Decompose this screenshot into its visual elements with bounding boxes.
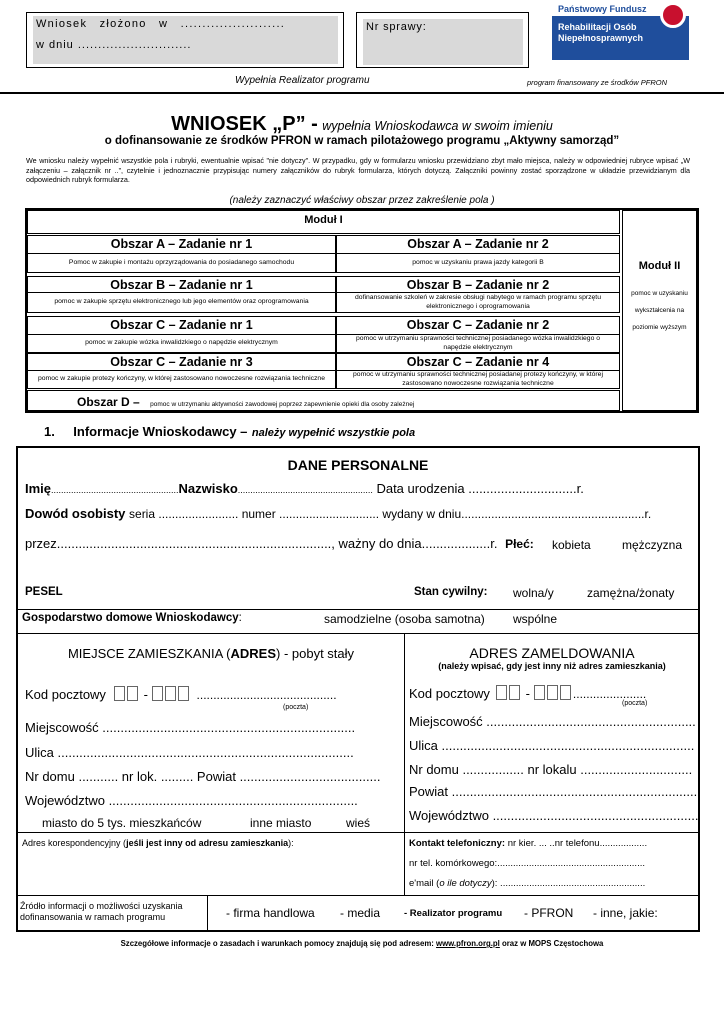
id-card-label: Dowód osobisty: [25, 506, 126, 521]
locality-small-town-option[interactable]: miasto do 5 tys. mieszkańców: [42, 816, 202, 830]
area-title: Obszar C – Zadanie nr 1: [110, 318, 253, 332]
source-pfron-option[interactable]: - PFRON: [524, 906, 574, 920]
locality-other-city-option[interactable]: inne miasto: [250, 816, 312, 830]
info-source-label: Źródło informacji o możliwości uzyskania dofinansowania w ramach programu: [20, 901, 183, 922]
date-field[interactable]: w dniu ............................: [36, 39, 192, 51]
registration-postcode-row[interactable]: Kod pocztowy - ......................: [409, 686, 647, 701]
module-2-desc: wykształcenia na: [634, 307, 685, 314]
filled-by-note: Wypełnia Realizator programu: [235, 75, 370, 86]
header-divider: [0, 92, 724, 94]
gender-label: Płeć:: [505, 537, 534, 551]
personal-data-heading: DANE PERSONALNE: [287, 457, 429, 473]
residence-voivodeship-field[interactable]: Województwo .....................................................................: [25, 793, 358, 808]
case-number-box: [356, 12, 529, 68]
registration-post-office-field[interactable]: ......................: [572, 687, 647, 701]
registration-heading: ADRES ZAMELDOWANIA: [469, 645, 635, 661]
residence-heading: MIEJSCE ZAMIESZKANIA (ADRES) - pobyt stały: [67, 646, 355, 661]
section-number: 1.: [44, 424, 55, 439]
first-name-label: Imię: [25, 481, 52, 496]
submission-box: [26, 12, 344, 68]
module-2-desc: pomoc w uzyskaniu: [631, 290, 688, 297]
section-1-heading: [44, 423, 415, 441]
case-number-field[interactable]: Nr sprawy:: [366, 21, 427, 33]
area-description: pomoc w zakupie wózka inwalidzkiego o napędzie elektrycznym: [85, 339, 278, 347]
area-title: Obszar C – Zadanie nr 3: [110, 355, 253, 369]
gender-male-option[interactable]: mężczyzna: [622, 538, 683, 552]
household-shared-option[interactable]: wspólne: [513, 612, 558, 626]
logo-line-2: Rehabilitacji Osób: [558, 22, 637, 32]
last-name-label: Nazwisko: [178, 481, 238, 496]
locality-village-option[interactable]: wieś: [346, 816, 371, 830]
area-description: pomoc w zakupie protezy kończyny, w której zastosowano nowoczesne rozwiązania techniczne: [38, 375, 325, 383]
area-description: pomoc w zakupie sprzętu elektronicznego lub jego elementów oraz oprogramowania: [54, 298, 309, 306]
title-sub: wypełnia Wnioskodawca w swoim imieniu: [322, 119, 553, 133]
birth-date-field[interactable]: Data urodzenia ..............................r.: [376, 481, 584, 496]
title-main: WNIOSEK „P” -: [171, 113, 318, 135]
pfron-link[interactable]: www.pfron.org.pl: [436, 939, 500, 948]
pfron-logo: [552, 0, 689, 60]
area-title: Obszar B – Zadanie nr 2: [406, 278, 550, 292]
logo-line-3: Niepełnosprawnych: [558, 33, 644, 43]
phone-row[interactable]: [409, 838, 647, 849]
form-subtitle: o dofinansowanie ze środków PFRON w ramach pilotażowego programu „Aktywny samorząd”: [104, 135, 620, 147]
section-title: Informacje Wnioskodawcy –: [73, 424, 248, 439]
area-title: Obszar A – Zadanie nr 1: [110, 237, 253, 251]
instructions: We wniosku należy wypełnić wszystkie pola i rubryki, ewentualnie wpisać "nie dotyczy". W przypadku, gdy w formularzu wniosku przewidziano zbyt mało miejsca, należy w odpowiedniej rubryce wpisać „W załączeniu – załącznik nr ..”, czytelnie i jednoznacznie przypisując numery załączników do rubryk formularza, których dotyczą. Załączniki powinny zostać sporządzone w układzie przewidzianym dla odpowiednich rubryk formularza.: [26, 156, 690, 184]
first-name-field[interactable]: ...................................................: [51, 485, 179, 495]
area-description: pomoc w utrzymaniu sprawności technicznej posiadanej protezy kończyny, w której zastosowano nowoczesne rozwiązania techniczne: [353, 371, 603, 387]
registration-note: (należy wpisać, gdy jest inny niż adres zamieszkania): [438, 661, 666, 671]
module-2-label: Moduł II: [638, 260, 681, 272]
residence-house-field[interactable]: Nr domu ........... nr lok. ......... Powiat .......................................: [25, 769, 381, 784]
postcode-digit-box[interactable]: [165, 686, 176, 701]
area-description: pomoc w utrzymaniu sprawności technicznej posiadanego wózka inwalidzkiego o napędzie elektrycznym: [355, 335, 601, 351]
residence-post-office-field[interactable]: ..........................................: [196, 688, 337, 702]
correspondence-address-field[interactable]: Adres korespondencyjny (jeśli jest inny od adresu zamieszkania):: [22, 838, 294, 848]
residence-city-field[interactable]: Miejscowość ......................................................................: [25, 720, 356, 735]
financed-note: program finansowany ze środków PFRON: [527, 78, 668, 87]
phone-label: Kontakt telefoniczny:: [409, 838, 506, 849]
id-card-field[interactable]: seria ........................ numer .............................. wydany w dniu.......................................................r.: [129, 507, 652, 521]
logo-emblem-icon: [660, 2, 686, 28]
marital-status-label: Stan cywilny:: [414, 586, 488, 598]
household-alone-option[interactable]: samodzielne (osoba samotna): [324, 612, 485, 626]
residence-street-field[interactable]: Ulica ..................................................................................: [25, 745, 354, 760]
issued-by-field[interactable]: przez............................................................................, ważny do dnia...................r.: [25, 536, 498, 551]
area-title: Obszar A – Zadanie nr 2: [407, 237, 549, 251]
source-company-option[interactable]: - firma handlowa: [226, 906, 315, 920]
registration-street-field[interactable]: Ulica ......................................................................: [409, 738, 695, 753]
postcode-label: Kod pocztowy: [25, 687, 106, 702]
section-note: należy wypełnić wszystkie pola: [251, 427, 416, 439]
residence-postcode-row[interactable]: Kod pocztowy - ..........................................: [25, 687, 337, 702]
name-row[interactable]: [25, 481, 584, 496]
postcode-digit-box[interactable]: [152, 686, 163, 701]
module-1-label: Moduł I: [304, 214, 343, 226]
submitted-field[interactable]: Wniosek złożono w ........................: [36, 18, 286, 30]
gender-female-option[interactable]: kobieta: [552, 538, 591, 552]
mobile-phone-field[interactable]: nr tel. komórkowego:........................................................: [409, 858, 645, 869]
household-row: Gospodarstwo domowe Wnioskodawcy:: [22, 612, 242, 624]
registration-voivodeship-field[interactable]: Województwo .........................................................: [409, 808, 699, 823]
source-implementer-option[interactable]: - Realizator programu: [404, 908, 503, 919]
id-row[interactable]: [25, 506, 651, 521]
postcode-digit-box[interactable]: [114, 686, 125, 701]
phone-field[interactable]: nr kier. ... ..nr telefonu..................: [507, 838, 648, 849]
postcode-label: Kod pocztowy: [409, 686, 490, 701]
postcode-digit-box[interactable]: [496, 685, 507, 700]
email-field[interactable]: e'mail (o ile dotyczy): .......................................................: [409, 878, 646, 889]
area-description: pomoc w uzyskaniu prawa jazdy kategorii B: [412, 258, 544, 266]
source-other-option[interactable]: - inne, jakie:: [593, 906, 658, 920]
select-area-note: (należy zaznaczyć właściwy obszar przez zakreślenie pola ): [229, 195, 495, 206]
household-label: Gospodarstwo domowe Wnioskodawcy: [22, 612, 239, 624]
post-office-caption: (poczta): [622, 700, 648, 707]
postcode-digit-box[interactable]: [560, 685, 571, 700]
area-title: Obszar C – Zadanie nr 2: [406, 318, 550, 332]
last-name-field[interactable]: ......................................................: [237, 485, 373, 495]
marital-married-option[interactable]: zamężna/żonaty: [587, 586, 675, 600]
postcode-digit-box[interactable]: [178, 686, 189, 701]
area-title: Obszar B – Zadanie nr 1: [110, 278, 253, 292]
footer-note: Szczegółowe informacje o zasadach i warunkach pomocy znajdują się pod adresem: www.pfron.org.pl oraz w MOPS Częstochowa: [120, 939, 604, 948]
area-d-title: Obszar D –: [77, 395, 140, 409]
area-d-desc: pomoc w utrzymaniu aktywności zawodowej poprzez zapewnienie opieki dla osoby zależnej: [150, 401, 415, 408]
postcode-digit-box[interactable]: [509, 685, 520, 700]
postcode-digit-box[interactable]: [534, 685, 545, 700]
postcode-digit-box[interactable]: [547, 685, 558, 700]
area-description: dofinansowanie szkoleń w zakresie obsługi nabytego w ramach programu sprzętu elektronicznego i oprogramowania: [355, 294, 601, 310]
logo-line-1: Państwowy Fundusz: [552, 0, 689, 16]
post-office-caption: (poczta): [283, 704, 309, 711]
form-title: [0, 113, 724, 136]
registration-house-field[interactable]: Nr domu ................. nr lokalu ...............................: [409, 762, 693, 777]
registration-city-field[interactable]: Miejscowość ..........................................................: [409, 714, 696, 729]
postcode-digit-box[interactable]: [127, 686, 138, 701]
module-2-desc: poziomie wyższym: [632, 324, 687, 331]
area-description: Pomoc w zakupie i montażu oprzyrządowania do posiadanego samochodu: [68, 258, 295, 266]
issued-by-row[interactable]: [25, 536, 534, 551]
source-media-option[interactable]: - media: [340, 906, 381, 920]
pesel-label: PESEL: [25, 586, 63, 598]
marital-single-option[interactable]: wolna/y: [513, 586, 554, 600]
registration-district-field[interactable]: Powiat .....................................................................: [409, 784, 701, 799]
area-title: Obszar C – Zadanie nr 4: [406, 355, 550, 369]
